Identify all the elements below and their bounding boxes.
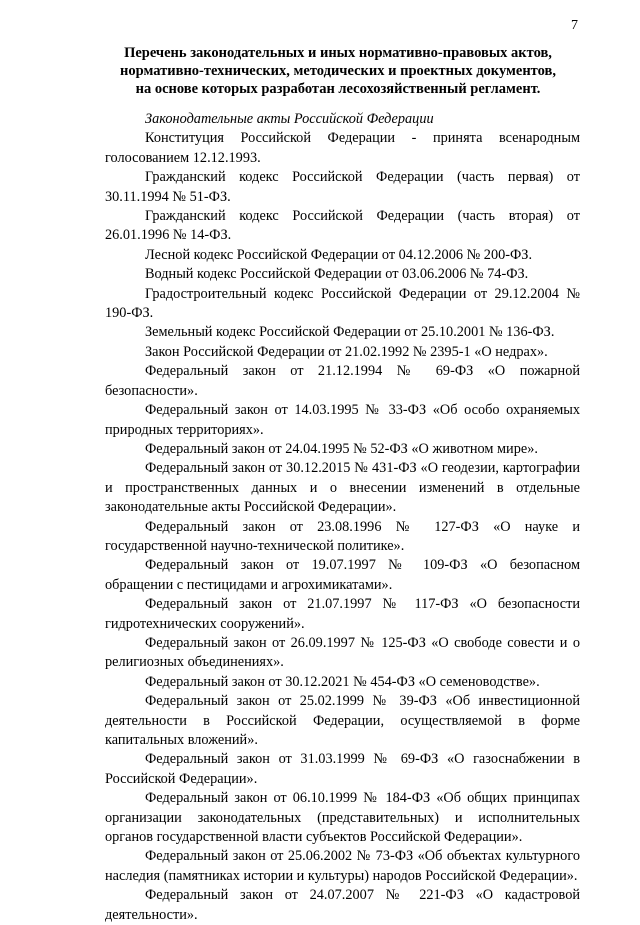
act-paragraph: Федеральный закон от 31.03.1999 № 69-ФЗ «О газоснабжении в Российской Федерации». bbox=[105, 751, 580, 787]
act-paragraph: Гражданский кодекс Российской Федерации (часть первая) от 30.11.1994 № 51-ФЗ. bbox=[105, 169, 580, 205]
act-paragraph: Федеральный закон от 06.10.1999 № 184-ФЗ «Об общих принципах организации законодательных (представительных) и исполнительных органов государственной власти субъектов Российской Федерации». bbox=[105, 790, 580, 846]
act-paragraph: Конституция Российской Федерации - принята всенародным голосованием 12.12.1993. bbox=[105, 130, 580, 166]
act-paragraph: Федеральный закон от 14.03.1995 № 33-ФЗ «Об особо охраняемых природных территориях». bbox=[105, 402, 580, 438]
act-paragraph: Федеральный закон от 30.12.2015 № 431-ФЗ «О геодезии, картографии и пространственных данных и о внесении изменений в отдельные законодательные акты Российской Федерации». bbox=[105, 460, 580, 516]
act-paragraph: Федеральный закон от 21.12.1994 № 69-ФЗ «О пожарной безопасности». bbox=[105, 363, 580, 399]
act-paragraph: Федеральный закон от 24.07.2007 № 221-ФЗ «О кадастровой деятельности». bbox=[105, 887, 580, 923]
act-paragraph: Федеральный закон от 25.06.2002 № 73-ФЗ «Об объектах культурного наследия (памятниках истории и культуры) народов Российской Федерации». bbox=[105, 848, 580, 884]
document-body bbox=[105, 110, 580, 925]
act-paragraph: Закон Российской Федерации от 21.02.1992 № 2395-1 «О недрах». bbox=[145, 343, 548, 360]
act-paragraph: Земельный кодекс Российской Федерации от 25.10.2001 № 136-ФЗ. bbox=[145, 324, 555, 341]
act-paragraph: Гражданский кодекс Российской Федерации (часть вторая) от 26.01.1996 № 14-ФЗ. bbox=[105, 208, 580, 244]
act-paragraph: Градостроительный кодекс Российской Федерации от 29.12.2004 № 190-ФЗ. bbox=[105, 285, 580, 322]
title-line: Перечень законодательных и иных нормативно-правовых актов, bbox=[124, 45, 552, 61]
act-paragraph: Лесной кодекс Российской Федерации от 04.12.2006 № 200-ФЗ. bbox=[145, 246, 533, 263]
page-number: 7 bbox=[571, 18, 578, 33]
act-paragraph: Федеральный закон от 23.08.1996 № 127-ФЗ «О науке и государственной научно-технической политике». bbox=[105, 518, 580, 554]
act-paragraph: Федеральный закон от 26.09.1997 № 125-ФЗ «О свободе совести и о религиозных объединениях». bbox=[105, 634, 580, 671]
act-paragraph: Федеральный закон от 24.04.1995 № 52-ФЗ «О животном мире». bbox=[145, 440, 538, 457]
act-paragraph: Федеральный закон от 19.07.1997 № 109-ФЗ «О безопасном обращении с пестицидами и агрохимикатами». bbox=[105, 557, 580, 593]
title-line: нормативно-технических, методических и проектных документов, bbox=[120, 63, 556, 79]
act-paragraph: Федеральный закон от 25.02.1999 № 39-ФЗ «Об инвестиционной деятельности в Российской Федерации, осуществляемой в форме капитальных вложений». bbox=[105, 693, 580, 748]
act-paragraph: Водный кодекс Российской Федерации от 03.06.2006 № 74-ФЗ. bbox=[145, 266, 529, 283]
act-paragraph: Федеральный закон от 30.12.2021 № 454-ФЗ «О семеноводстве». bbox=[145, 673, 540, 690]
document-title bbox=[96, 44, 580, 98]
section-heading: Законодательные акты Российской Федерации bbox=[145, 111, 434, 127]
act-paragraph: Федеральный закон от 21.07.1997 № 117-ФЗ «О безопасности гидротехнических сооружений». bbox=[105, 596, 580, 632]
title-line: на основе которых разработан лесохозяйственный регламент. bbox=[135, 81, 541, 97]
